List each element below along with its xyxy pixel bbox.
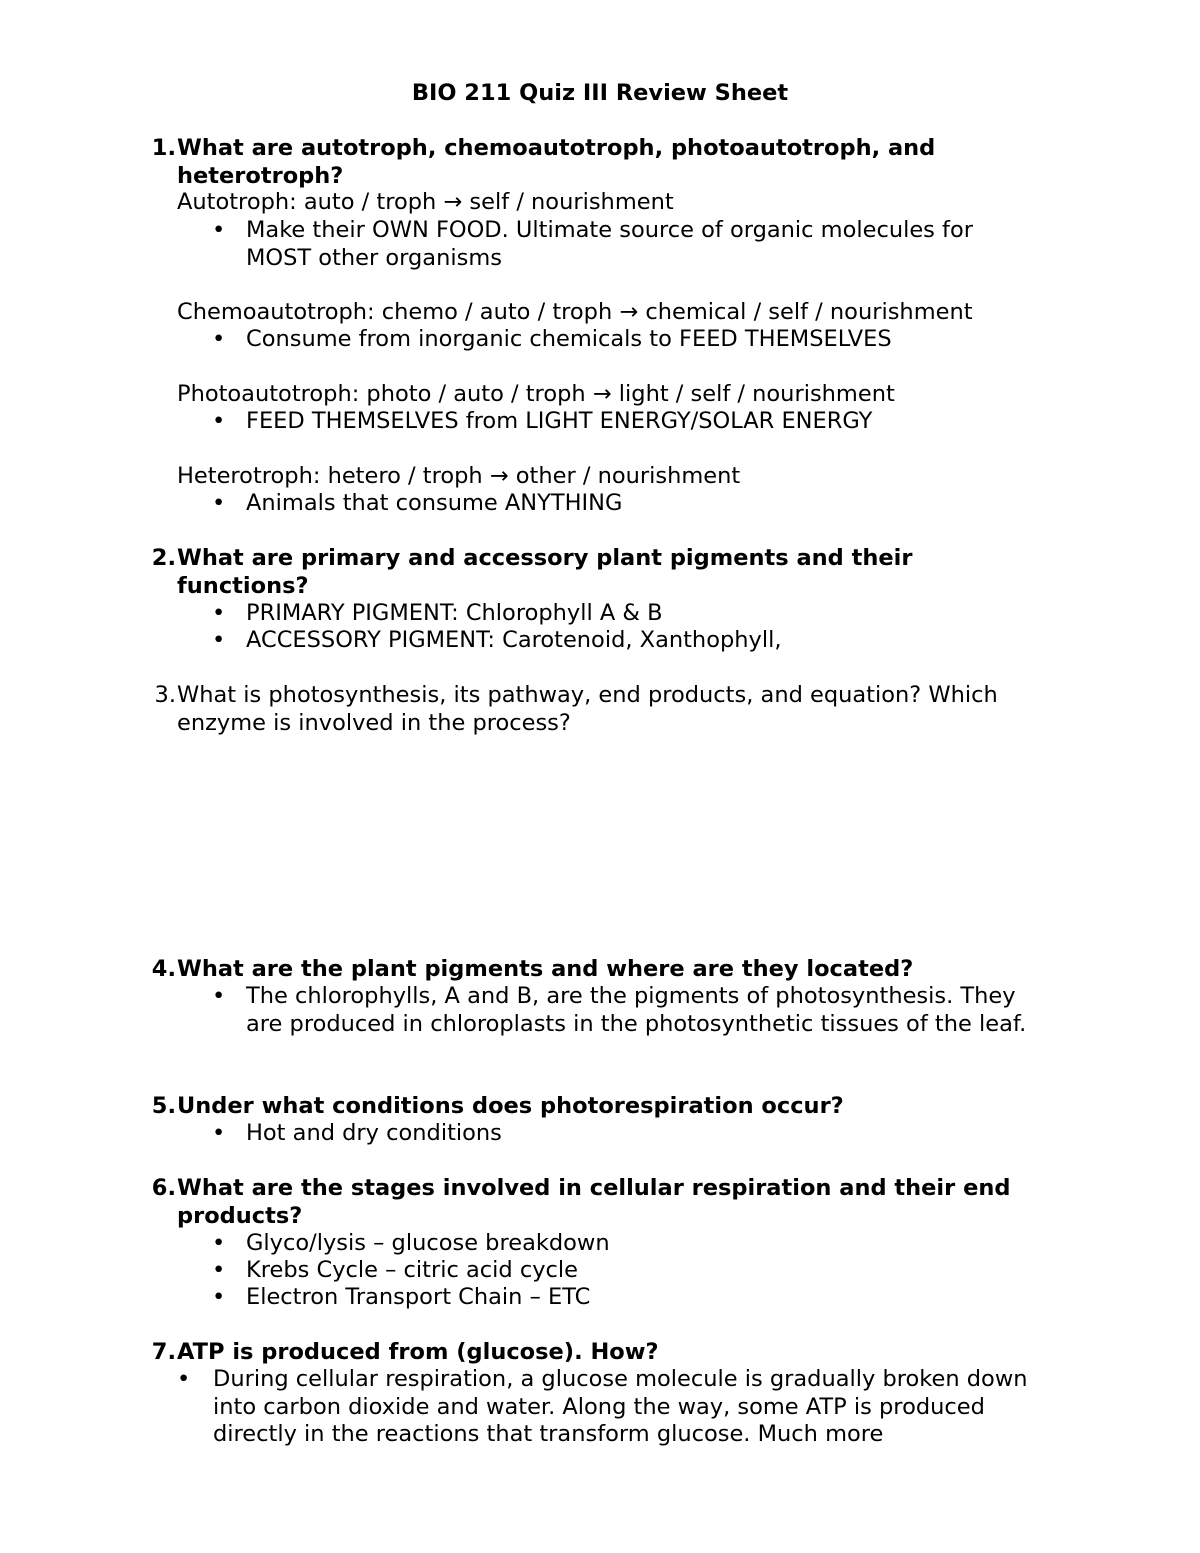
list-item (212, 490, 1092, 518)
question-text: What is photosynthesis, its pathway, end products, and equation? Which enzyme is involved in the process? (177, 682, 998, 736)
bullet-icon: • (212, 1284, 226, 1310)
bullet-icon: • (212, 490, 226, 516)
question-6 (140, 1175, 1055, 1230)
question-2 (140, 545, 960, 600)
list-item-text: Consume from inorganic chemicals to FEED THEMSELVES (246, 326, 892, 352)
list-item-text: Glyco/lysis – glucose breakdown (246, 1230, 610, 1256)
bullet-icon: • (212, 1120, 226, 1146)
bullet-icon: • (212, 326, 226, 352)
list-item-text: FEED THEMSELVES from LIGHT ENERGY/SOLAR ENERGY (246, 408, 873, 434)
list-item-text: Electron Transport Chain – ETC (246, 1284, 591, 1310)
question-number: 7. (151, 1339, 176, 1365)
list-item-text: Hot and dry conditions (246, 1120, 502, 1146)
chemoautotroph-definition: Chemoautotroph: chemo / auto / troph → chemical / self / nourishment (177, 299, 973, 325)
question-text: What are primary and accessory plant pigments and their functions? (177, 545, 913, 599)
list-item (177, 1366, 1037, 1449)
list-item (212, 408, 1092, 436)
autotroph-definition: Autotroph: auto / troph → self / nourishment (177, 189, 674, 215)
list-item (212, 983, 1057, 1038)
list-item-text: ACCESSORY PIGMENT: Carotenoid, Xanthophyll, (246, 627, 782, 653)
document-title: BIO 211 Quiz III Review Sheet (411, 80, 789, 106)
question-text: What are the plant pigments and where are they located? (177, 956, 914, 982)
list-item (212, 600, 1092, 628)
question-number: 1. (151, 135, 176, 161)
question-number: 5. (151, 1093, 176, 1119)
question-4 (140, 956, 1070, 984)
list-item-text: During cellular respiration, a glucose molecule is gradually broken down into carbon dioxide and water. Along the way, some ATP is produced directly in the reactions that transform glucose. Much more (213, 1366, 1028, 1447)
list-item (212, 1257, 1092, 1285)
bullet-icon: • (212, 217, 226, 243)
bullet-icon: • (212, 408, 226, 434)
bullet-icon: • (212, 627, 226, 653)
question-5 (140, 1093, 1070, 1121)
question-7 (140, 1339, 1070, 1367)
heterotroph-definition: Heterotroph: hetero / troph → other / nourishment (177, 463, 741, 489)
question-text: ATP is produced from (glucose). How? (177, 1339, 659, 1365)
bullet-icon: • (212, 1230, 226, 1256)
question-3 (140, 682, 1055, 737)
bullet-icon: • (212, 1257, 226, 1283)
list-item-text: PRIMARY PIGMENT: Chlorophyll A & B (246, 600, 663, 626)
bullet-icon: • (212, 983, 226, 1009)
list-item-text: Krebs Cycle – citric acid cycle (246, 1257, 579, 1283)
question-text: What are autotroph, chemoautotroph, photoautotroph, and heterotroph? (177, 135, 936, 189)
photoautotroph-definition: Photoautotroph: photo / auto / troph → light / self / nourishment (177, 381, 895, 407)
list-item (212, 627, 1092, 655)
question-number: 2. (151, 545, 176, 571)
question-text: What are the stages involved in cellular respiration and their end products? (177, 1175, 1011, 1229)
list-item-text: The chlorophylls, A and B, are the pigments of photosynthesis. They are produced in chloroplasts in the photosynthetic tissues of the leaf. (246, 983, 1027, 1037)
list-item (212, 1230, 1092, 1258)
bullet-icon: • (177, 1366, 191, 1392)
list-item (212, 217, 1032, 272)
question-1 (140, 135, 1070, 190)
list-item (212, 1120, 1092, 1148)
list-item-text: Make their OWN FOOD. Ultimate source of organic molecules for MOST other organisms (246, 217, 973, 271)
list-item (212, 326, 1092, 354)
question-number: 3. (154, 682, 176, 708)
list-item (212, 1284, 1092, 1312)
question-number: 6. (151, 1175, 176, 1201)
question-text: Under what conditions does photorespiration occur? (177, 1093, 844, 1119)
question-number: 4. (151, 956, 176, 982)
bullet-icon: • (212, 600, 226, 626)
list-item-text: Animals that consume ANYTHING (246, 490, 623, 516)
